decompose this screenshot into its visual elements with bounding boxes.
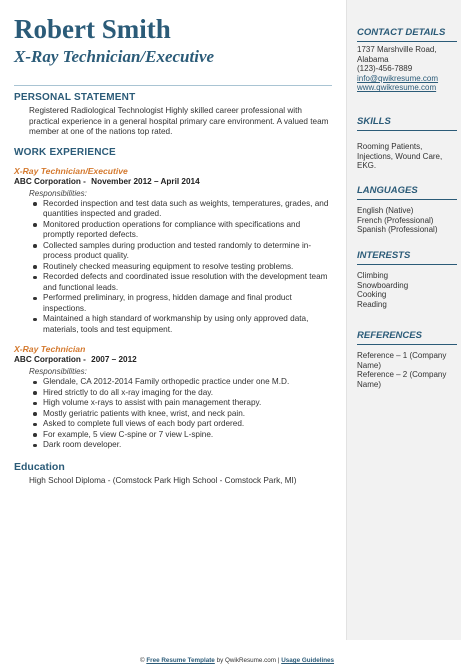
job-entry-1: [14, 166, 332, 336]
skills-text: Rooming Patients, Injections, Wound Care, EKG.: [357, 142, 443, 171]
footer: [0, 657, 474, 664]
footer-separator: |: [277, 657, 280, 664]
list-item: English (Native): [357, 206, 414, 215]
job-company-line: [14, 177, 332, 187]
responsibilities-list: [14, 377, 332, 451]
address-line-1: 1737 Marshville Road,: [357, 45, 437, 54]
personal-statement-section: [14, 92, 332, 138]
list-item: Routinely checked measuring equipment to resolve testing problems.: [43, 262, 332, 273]
list-item: Collected samples during production and tested randomly to determine in-process product quality.: [43, 241, 332, 262]
list-item: Asked to complete full views of each body part ordered.: [43, 419, 332, 430]
header-divider: [14, 85, 332, 86]
responsibilities-label: Responsibilities:: [29, 367, 87, 376]
list-item: Mostly geriatric patients with knee, wrist, and neck pain.: [43, 409, 332, 420]
footer-site: QwikResume.com: [224, 657, 277, 664]
list-item: Recorded defects and coordinated issue resolution with the development team and functional leads.: [43, 272, 332, 293]
languages-list: [357, 206, 457, 235]
education-section: [14, 461, 332, 487]
job-entry-2: [14, 344, 332, 451]
list-item: Climbing: [357, 271, 389, 280]
contact-text: [357, 45, 457, 93]
list-item: Snowboarding: [357, 280, 409, 290]
skills-heading: SKILLS: [357, 116, 457, 131]
copyright-symbol: ©: [139, 657, 145, 664]
list-item: Dark room developer.: [43, 440, 332, 451]
list-item: High volume x-rays to assist with pain management therapy.: [43, 398, 332, 409]
candidate-name: Robert Smith: [14, 14, 171, 44]
list-item: Monitored production operations for compliance with specifications and promptly reported defects.: [43, 220, 332, 241]
personal-statement-text: Registered Radiological Technologist Highly skilled career professional with practical experience in a general hospital primary care environment. A valued team member at one of the nations top rated.: [29, 106, 329, 136]
candidate-title: X-Ray Technician/Executive: [14, 47, 215, 66]
languages-section: [357, 185, 457, 235]
skills-section: [357, 116, 457, 171]
responsibilities-label: Responsibilities:: [29, 188, 87, 198]
responsibilities-list: [14, 199, 332, 336]
interests-section: [357, 250, 457, 309]
personal-statement-heading: PERSONAL STATEMENT: [14, 92, 136, 103]
list-item: Hired strictly to do all x-ray imaging for the day.: [43, 388, 332, 399]
work-experience-section: [14, 147, 332, 451]
footer-by: by: [216, 657, 224, 664]
phone: (123)-456-7889: [357, 64, 413, 74]
job-dates: 2007 – 2012: [91, 355, 137, 364]
main-column: [14, 14, 332, 486]
references-list: [357, 351, 457, 389]
free-resume-template-link[interactable]: Free Resume Template: [146, 657, 215, 664]
list-item: Reading: [357, 299, 387, 309]
list-item: Cooking: [357, 290, 387, 300]
list-item: Recorded inspection and test data such as weights, temperatures, grades, and quantities inspected and graded.: [43, 199, 332, 220]
references-heading: REFERENCES: [357, 330, 457, 345]
interests-heading: INTERESTS: [357, 250, 457, 265]
website-link[interactable]: www.qwikresume.com: [357, 83, 437, 93]
contact-heading: CONTACT DETAILS: [357, 27, 457, 42]
list-item: Maintained a high standard of workmanship by using only approved data, materials, tools and test equipment.: [43, 314, 332, 335]
usage-guidelines-link[interactable]: Usage Guidelines: [281, 657, 335, 664]
job-company: ABC Corporation -: [14, 176, 86, 186]
job-role: X-Ray Technician/Executive: [14, 165, 128, 176]
email-link[interactable]: info@qwikresume.com: [357, 73, 439, 83]
address-line-2: Alabama: [357, 54, 389, 64]
list-item: French (Professional): [357, 215, 434, 225]
sidebar: [346, 0, 461, 640]
list-item: For example, 5 view C-spine or 7 view L-spine.: [43, 430, 332, 441]
contact-section: [357, 27, 457, 93]
education-heading: Education: [14, 460, 65, 473]
work-experience-heading: WORK EXPERIENCE: [14, 146, 116, 158]
references-section: [357, 330, 457, 389]
job-dates: November 2012 – April 2014: [91, 176, 200, 186]
list-item: Reference – 2 (Company Name): [357, 370, 447, 389]
list-item: Glendale, CA 2012-2014 Family orthopedic practice under one M.D.: [43, 377, 332, 388]
list-item: Performed preliminary, in progress, hidden damage and final product inspections.: [43, 293, 332, 314]
job-company-line: [14, 355, 332, 365]
languages-heading: LANGUAGES: [357, 185, 457, 200]
list-item: Reference – 1 (Company Name): [357, 351, 447, 370]
education-text: High School Diploma - (Comstock Park High School - Comstock Park, MI): [29, 475, 297, 485]
interests-list: [357, 271, 457, 309]
job-company: ABC Corporation -: [14, 355, 86, 364]
job-role: X-Ray Technician: [14, 344, 86, 354]
list-item: Spanish (Professional): [357, 225, 438, 235]
